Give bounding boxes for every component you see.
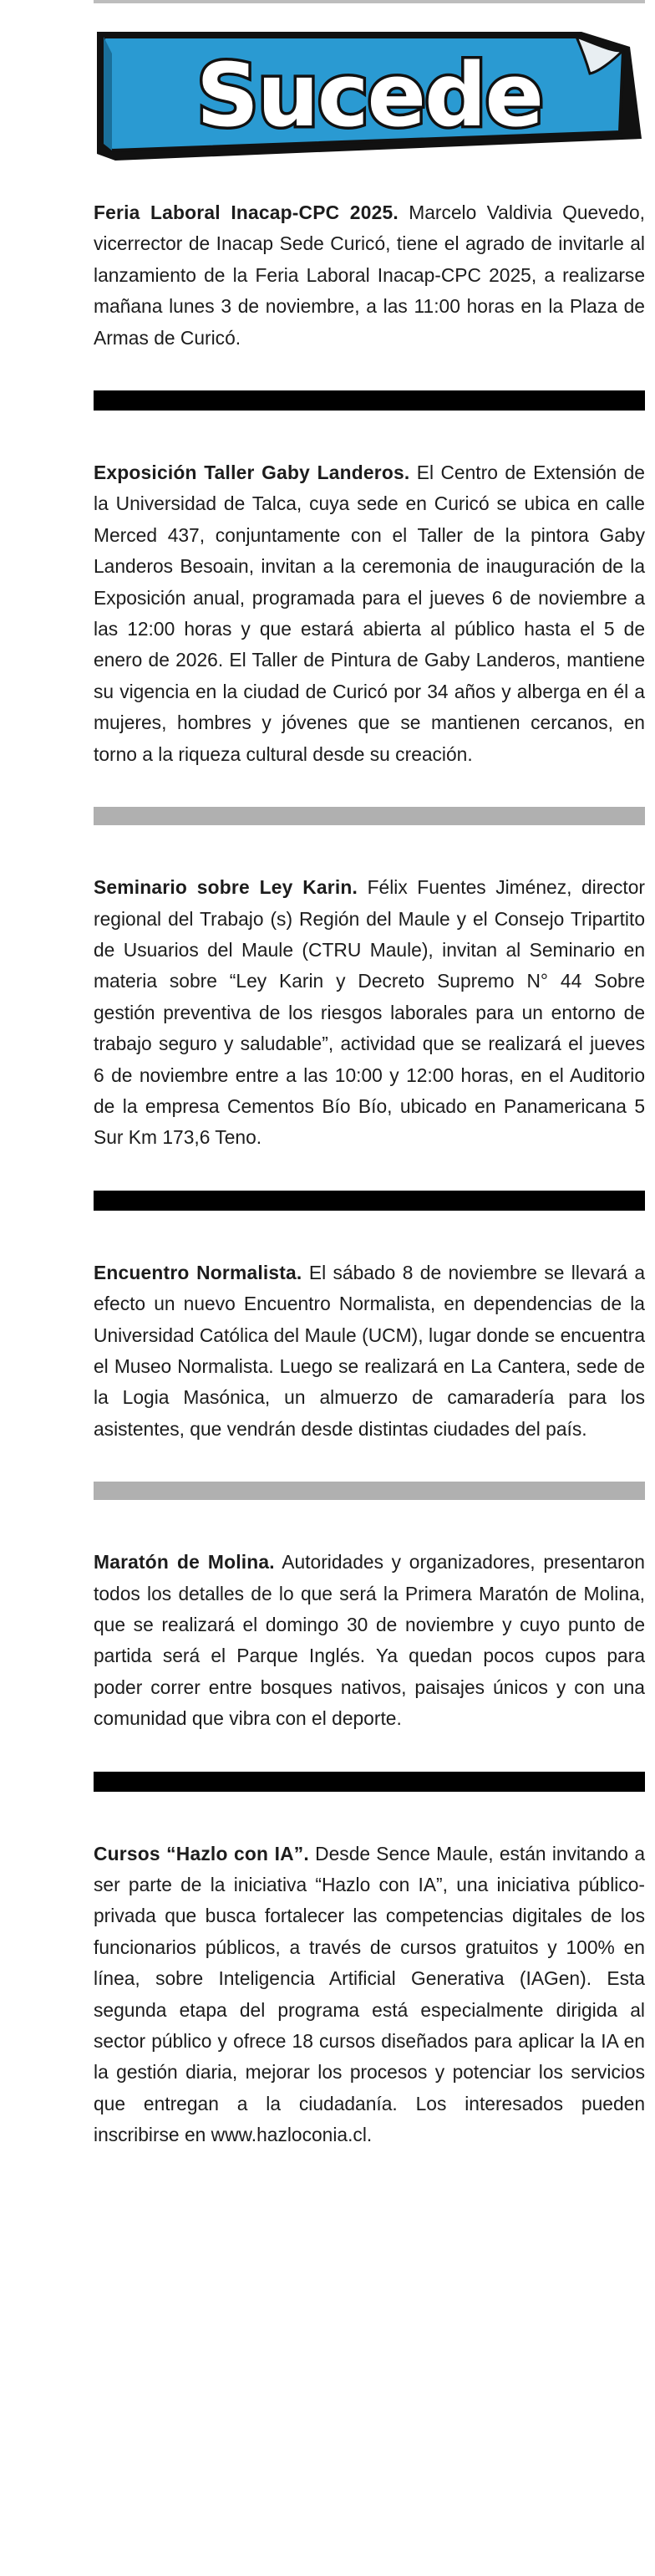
divider-black	[94, 1772, 645, 1792]
news-item-title: Seminario sobre Ley Karin.	[94, 876, 358, 899]
section-title: Sucede	[195, 44, 543, 146]
top-rule	[94, 0, 645, 3]
news-item-body: Autoridades y organizadores, presentaron todos los detalles de lo que será la Primera Maratón de Molina, que se realizará el domingo 30 de noviembre y cuyo punto de partida será el Parque Inglés. Ya quedan pocos cupos para poder correr entre bosques nativos, paisajes únicos y con una comunidad que vibra con el deporte.	[94, 1551, 645, 1730]
news-item-title: Exposición Taller Gaby Landeros.	[94, 462, 410, 484]
news-item	[94, 1547, 645, 1734]
news-item-title: Maratón de Molina.	[94, 1551, 275, 1574]
news-item-title: Encuentro Normalista.	[94, 1261, 302, 1283]
divider-gray	[94, 1482, 645, 1500]
news-item-body: Marcelo Valdivia Quevedo, vicerrector de Inacap Sede Curicó, tiene el agrado de invitarle al lanzamiento de la Feria Laboral Inacap-CPC 2025, a realizarse mañana lunes 3 de noviembre, a las 11:00 horas en la Plaza de Armas de Curicó.	[94, 201, 645, 349]
news-item-body: Desde Sence Maule, están invitando a ser parte de la iniciativa “Hazlo con IA”, una iniciativa público-privada que busca fortalecer las competencias digitales de los funcionarios públicos, a través de cursos gratuitos y 100% en línea, sobre Inteligencia Artificial Generativa (IAGen). Esta segunda etapa del programa está especialmente dirigida al sector público y ofrece 18 cursos diseñados para aplicar la IA en la gestión diaria, mejorar los procesos y potenciar los servicios que entregan a la ciudadanía. Los interesados pueden inscribirse en www.hazloconia.cl.	[94, 1842, 645, 2146]
news-item	[94, 1257, 645, 1445]
news-list	[94, 197, 645, 2151]
news-item	[94, 457, 645, 770]
news-item	[94, 1839, 645, 2151]
news-item	[94, 197, 645, 354]
divider-black	[94, 1191, 645, 1211]
news-item-body: El sábado 8 de noviembre se llevará a efecto un nuevo Encuentro Normalista, en dependencias de la Universidad Católica del Maule (UCM), lugar donde se encuentra el Museo Normalista. Luego se realizará en La Cantera, sede de la Logia Masónica, un almuerzo de camaradería para los asistentes, que vendrán desde distintas ciudades del país.	[94, 1261, 646, 1440]
divider-black	[94, 390, 645, 411]
news-item-body: Félix Fuentes Jiménez, director regional del Trabajo (s) Región del Maule y el Consejo Tripartito de Usuarios del Maule (CTRU Maule), invitan al Seminario en materia sobre “Ley Karin y Decreto Supremo N° 44 Sobre gestión preventiva de los riesgos laborales para un entorno de trabajo seguro y saludable”, actividad que se realizará el jueves 6 de noviembre entre a las 10:00 y 12:00 horas, en el Auditorio de la empresa Cementos Bío Bío, ubicado en Panamericana 5 Sur Km 173,6 Teno.	[94, 876, 645, 1149]
section-banner	[94, 28, 645, 164]
news-item	[94, 872, 645, 1154]
news-item-body: El Centro de Extensión de la Universidad de Talca, cuya sede en Curicó se ubica en calle Merced 437, conjuntamente con el Taller de la pintora Gaby Landeros Besoain, invitan a la ceremonia de inauguración de la Exposición anual, programada para el jueves 6 de noviembre a las 12:00 horas y que estará abierta al público hasta el 5 de enero de 2026. El Taller de Pintura de Gaby Landeros, mantiene su vigencia en la ciudad de Curicó por 34 años y alberga en él a mujeres, hombres y jóvenes que se mantienen cercanos, en torno a la riqueza cultural desde su creación.	[94, 462, 645, 765]
divider-gray	[94, 807, 645, 825]
news-item-title: Feria Laboral Inacap-CPC 2025.	[94, 201, 399, 223]
news-item-title: Cursos “Hazlo con IA”.	[94, 1842, 309, 1864]
